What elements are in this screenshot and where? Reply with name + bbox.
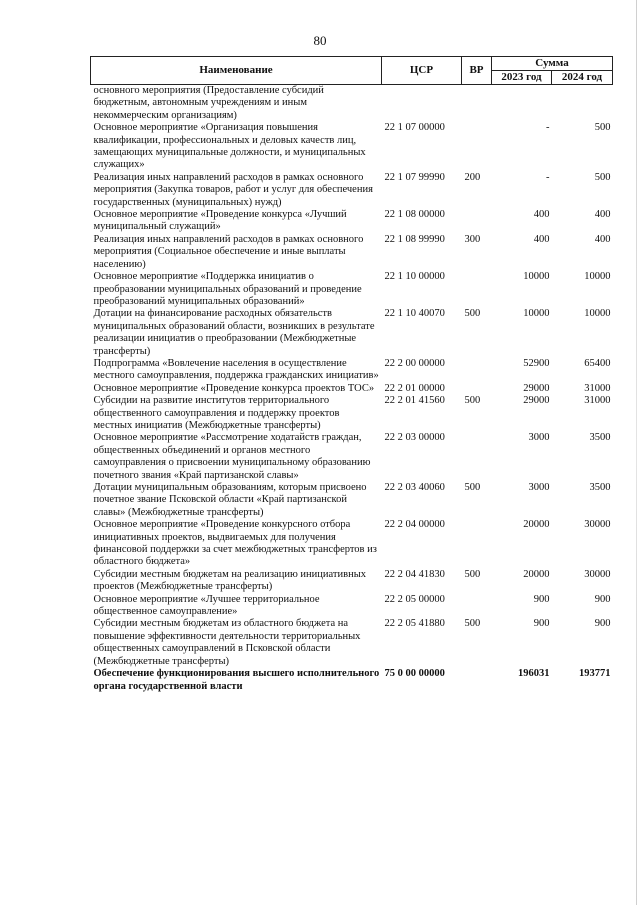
cell-vr bbox=[462, 519, 492, 569]
cell-name: Основное мероприятие «Проведение конкурса «Лучший муниципальный служащий» bbox=[93, 209, 347, 233]
cell-2024: 10000 bbox=[584, 308, 611, 320]
table-row bbox=[91, 271, 613, 308]
cell-csr: 22 2 05 00000 bbox=[384, 593, 445, 605]
cell-2024: 3500 bbox=[589, 482, 611, 493]
page-edge bbox=[636, 0, 637, 905]
cell-2023: 20000 bbox=[523, 568, 550, 580]
budget-table bbox=[90, 56, 613, 693]
cell-name: основного мероприятия (Предоставление субсидий бюджетным, автономным учреждениям и иным некоммерческим организациям) bbox=[93, 85, 324, 121]
cell-2024: 31000 bbox=[584, 382, 611, 394]
cell-csr: 22 2 04 00000 bbox=[384, 519, 445, 531]
cell-name: Дотации на финансирование расходных обязательств муниципальных образований области, возникших в результате реализации инициатив о преобразовании (Межбюджетные трансферты) bbox=[93, 308, 375, 357]
cell-2023: 400 bbox=[533, 233, 550, 245]
cell-2023: 29000 bbox=[523, 395, 550, 407]
cell-2023: 400 bbox=[533, 209, 550, 221]
cell-csr: 22 1 10 40070 bbox=[384, 308, 445, 320]
cell-2023: 29000 bbox=[523, 382, 550, 394]
cell-2024: 10000 bbox=[584, 271, 611, 283]
cell-2023: 20000 bbox=[523, 519, 550, 531]
cell-name: Основное мероприятие «Организация повышения квалификации, профессиональных и деловых качеств лиц, замещающих муниципальные должности, и муниципальных служащих» bbox=[93, 122, 366, 171]
header-vr: ВР bbox=[462, 57, 492, 85]
cell-name: Подпрограмма «Вовлечение населения в осуществление местного самоуправления, поддержка гражданских инициатив» bbox=[93, 357, 379, 382]
cell-2024: 500 bbox=[594, 122, 611, 134]
header-year-2023: 2023 год bbox=[492, 71, 552, 85]
table-row bbox=[91, 569, 613, 594]
cell-csr: 22 1 08 00000 bbox=[384, 209, 445, 221]
cell-2023: - bbox=[546, 171, 550, 183]
cell-2023: - bbox=[546, 122, 550, 134]
cell-vr: 500 bbox=[464, 618, 481, 630]
cell-csr: 22 1 07 99990 bbox=[384, 171, 445, 183]
table-row bbox=[91, 209, 613, 234]
cell-csr: 22 2 01 41560 bbox=[384, 395, 445, 407]
cell-vr bbox=[462, 383, 492, 395]
header-csr: ЦСР bbox=[382, 57, 462, 85]
cell-2023: 3000 bbox=[528, 482, 550, 493]
cell-csr: 22 2 01 00000 bbox=[384, 382, 445, 394]
cell-name: Субсидии на развитие институтов территориального общественного самоуправления и поддержку проектов местных инициатив (Межбюджетные трансферты) bbox=[93, 395, 340, 431]
cell-2024: 31000 bbox=[584, 395, 611, 407]
cell-2024: 193771 bbox=[579, 668, 611, 680]
cell-vr bbox=[462, 122, 492, 172]
cell-name: Субсидии местным бюджетам на реализацию инициативных проектов (Межбюджетные трансферты) bbox=[93, 568, 367, 593]
cell-2024 bbox=[552, 85, 613, 123]
cell-name: Субсидии местным бюджетам из областного бюджета на повышение эффективности деятельности территориальных общественных самоуправлений в Псковской области (Межбюджетные трансферты) bbox=[93, 618, 361, 667]
cell-vr: 300 bbox=[464, 233, 481, 245]
cell-2023: 10000 bbox=[523, 271, 550, 283]
cell-2023: 52900 bbox=[523, 357, 550, 369]
cell-2024: 30000 bbox=[584, 568, 611, 580]
table-body bbox=[91, 85, 613, 693]
table-row bbox=[91, 594, 613, 619]
header-year-2024: 2024 год bbox=[552, 71, 613, 85]
cell-2023: 10000 bbox=[523, 308, 550, 320]
table-row bbox=[91, 308, 613, 358]
cell-name: Основное мероприятие «Рассмотрение ходатайств граждан, общественных объединений и органов местного самоуправления о присвоении муниципальному образованию почетного звания «Край партизанской славы» bbox=[93, 432, 371, 481]
table-header bbox=[91, 57, 613, 85]
table-row bbox=[91, 432, 613, 482]
cell-csr: 22 2 03 40060 bbox=[384, 482, 445, 493]
cell-vr bbox=[462, 668, 492, 693]
cell-name: Основное мероприятие «Лучшее территориальное общественное самоуправление» bbox=[93, 593, 320, 618]
cell-csr: 22 1 08 99990 bbox=[384, 233, 445, 245]
table-row bbox=[91, 85, 613, 123]
table-row bbox=[91, 358, 613, 383]
cell-name: Основное мероприятие «Проведение конкурса проектов ТОС» bbox=[93, 382, 375, 394]
cell-vr bbox=[462, 85, 492, 123]
cell-vr: 500 bbox=[464, 568, 481, 580]
table-row bbox=[91, 234, 613, 271]
cell-vr bbox=[462, 358, 492, 383]
cell-2024: 900 bbox=[594, 618, 611, 630]
table-row bbox=[91, 122, 613, 172]
table-row bbox=[91, 668, 613, 693]
cell-csr bbox=[382, 85, 462, 123]
cell-vr: 500 bbox=[464, 482, 481, 493]
cell-vr: 500 bbox=[464, 308, 481, 320]
cell-name: Реализация иных направлений расходов в рамках основного мероприятия (Закупка товаров, работ и услуг для обеспечения государственных (муниципальных) нужд) bbox=[93, 171, 373, 208]
cell-csr: 22 2 00 00000 bbox=[384, 357, 445, 369]
cell-csr: 22 1 10 00000 bbox=[384, 271, 445, 283]
cell-name: Основное мероприятие «Проведение конкурсного отбора инициативных проектов, выдвигаемых для получения финансовой поддержки за счет межбюджетных трансфертов из областного бюджета» bbox=[93, 519, 377, 568]
cell-2024: 900 bbox=[594, 593, 611, 605]
cell-name: Дотации муниципальным образованиям, которым присвоено почетное звание Псковской области «Край партизанской славы» (Межбюджетные трансферты) bbox=[93, 482, 367, 518]
cell-name: Обеспечение функционирования высшего исполнительного органа государственной власти bbox=[93, 668, 380, 692]
cell-2023: 900 bbox=[533, 618, 550, 630]
header-sum: Сумма bbox=[492, 57, 613, 71]
table-row bbox=[91, 172, 613, 209]
cell-name: Реализация иных направлений расходов в рамках основного мероприятия (Социальное обеспечение и иные выплаты населению) bbox=[93, 233, 364, 270]
cell-2024: 400 bbox=[594, 233, 611, 245]
cell-csr: 22 2 05 41880 bbox=[384, 618, 445, 630]
cell-2023: 196031 bbox=[518, 668, 550, 680]
table-row bbox=[91, 395, 613, 432]
cell-2023 bbox=[492, 85, 552, 123]
cell-2024: 500 bbox=[594, 171, 611, 183]
cell-vr bbox=[462, 432, 492, 482]
cell-2023: 900 bbox=[533, 593, 550, 605]
table-row bbox=[91, 618, 613, 668]
cell-name: Основное мероприятие «Поддержка инициатив о преобразовании муниципальных образований и проведение преобразований муниципальных образований» bbox=[93, 271, 362, 307]
table-row bbox=[91, 482, 613, 519]
cell-vr bbox=[462, 594, 492, 619]
table-row bbox=[91, 519, 613, 569]
cell-2024: 3500 bbox=[589, 432, 611, 444]
cell-csr: 22 2 03 00000 bbox=[384, 432, 445, 444]
cell-2024: 30000 bbox=[584, 519, 611, 531]
table-row bbox=[91, 383, 613, 395]
cell-2023: 3000 bbox=[528, 432, 550, 444]
cell-csr: 22 2 04 41830 bbox=[384, 568, 445, 580]
page-number: 80 bbox=[313, 33, 327, 48]
cell-csr: 75 0 00 00000 bbox=[384, 668, 445, 680]
cell-2024: 400 bbox=[594, 209, 611, 221]
cell-vr bbox=[462, 271, 492, 308]
cell-vr: 200 bbox=[464, 171, 481, 183]
cell-2024: 65400 bbox=[584, 357, 611, 369]
header-name: Наименование bbox=[91, 57, 382, 85]
cell-vr: 500 bbox=[464, 395, 481, 407]
cell-csr: 22 1 07 00000 bbox=[384, 122, 445, 134]
cell-vr bbox=[462, 209, 492, 234]
